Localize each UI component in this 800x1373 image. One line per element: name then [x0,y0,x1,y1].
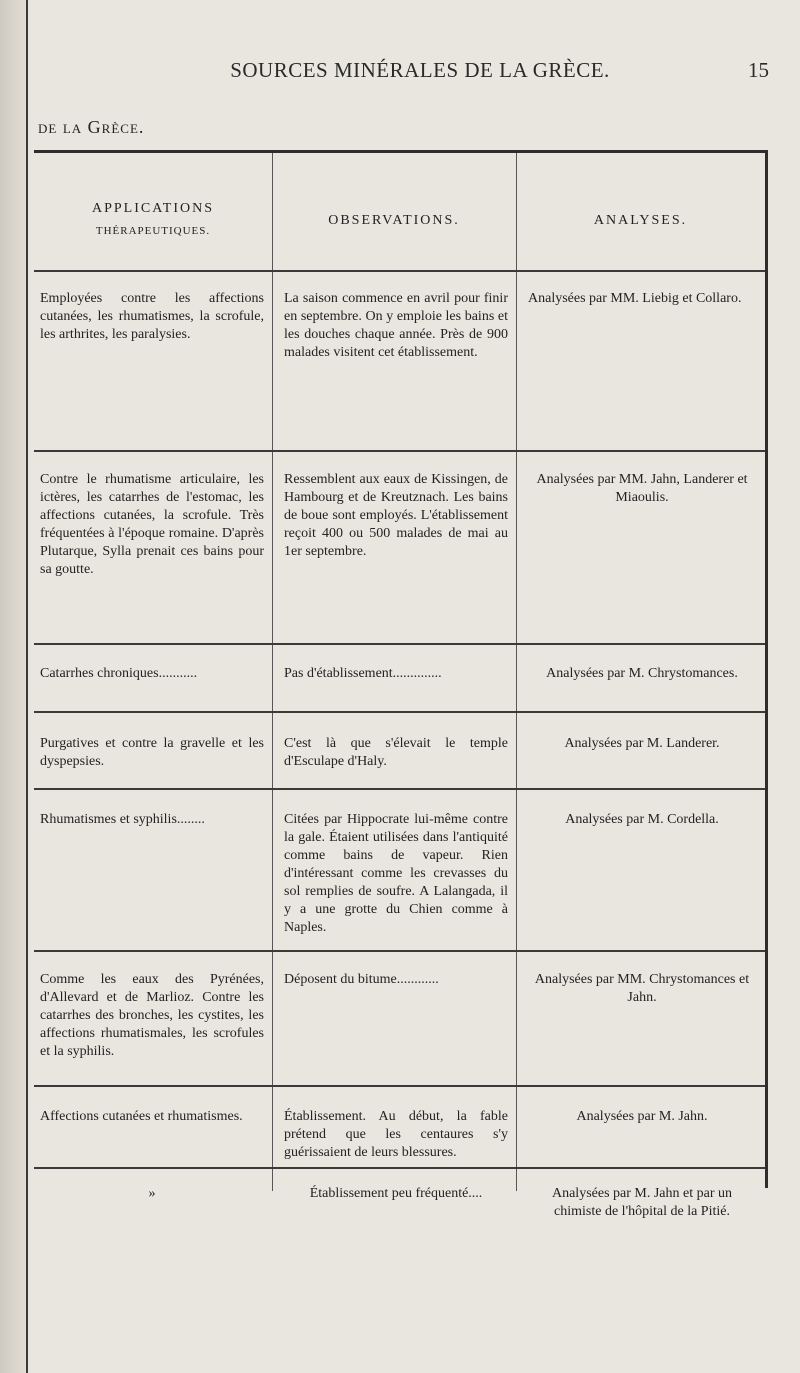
row-4-applications: Purgatives et contre la gravelle et les dyspepsies. [40,736,264,769]
section-subhead: de la Grèce. [38,117,145,137]
row-divider [34,788,765,790]
row-2-observations: Ressemblent aux eaux de Kissingen, de Hambourg et de Kreutznach. Les bains de boue sont employés. L'établissement reçoit 400 ou 500 malades de mai au 1er septembre. [284,472,508,559]
column-header-applications [34,201,272,237]
header-applications-title: APPLICATIONS [91,201,214,216]
mineral-springs-table [34,150,768,1219]
header-applications-subtitle: THÉRAPEUTIQUES. [95,225,211,237]
running-title: SOURCES MINÉRALES DE LA GRÈCE. [230,58,610,82]
row-divider [34,270,765,272]
column-divider [516,153,517,1191]
row-4-observations: C'est là que s'élevait le temple d'Esculape d'Haly. [284,736,508,769]
row-2-analyses: Analysées par MM. Jahn, Landerer et Miaoulis. [536,472,748,505]
row-divider [34,950,765,952]
row-6-analyses: Analysées par MM. Chrystomances et Jahn. [534,972,750,1005]
row-divider [34,643,765,645]
page-number: 15 [748,58,769,82]
column-header-analyses: ANALYSES. [593,213,688,228]
row-7-analyses: Analysées par M. Jahn. [576,1109,708,1124]
row-8-observations: Établissement peu fréquenté.... [309,1186,483,1201]
row-6-observations: Déposent du bitume............ [284,972,439,987]
row-5-analyses: Analysées par M. Cordella. [565,812,719,827]
column-header-observations: OBSERVATIONS. [328,213,460,228]
row-8-applications: » [148,1186,156,1201]
row-1-observations: La saison commence en avril pour finir en septembre. On y emploie les bains et les douches chaque année. Près de 900 malades visitent cet établissement. [284,291,508,360]
row-divider [34,450,765,452]
row-8-analyses: Analysées par M. Jahn et par un chimiste de l'hôpital de la Pitié. [551,1186,732,1219]
row-divider [34,1085,765,1087]
row-2-applications: Contre le rhumatisme articulaire, les ictères, les catarrhes de l'estomac, les affections cutanées, la scrofule. Très fréquentées à l'époque romaine. D'après Plutarque, Sylla prenait ces bains pour sa goutte. [40,472,264,577]
row-6-applications: Comme les eaux des Pyrénées, d'Allevard et de Marlioz. Contre les catarrhes des bronches, les cystites, les affections rhumatismales, les scrofules et la syphilis. [40,972,264,1059]
row-1-applications: Employées contre les affections cutanées, les rhumatismes, la scrofule, les arthrites, les paralysies. [40,291,264,342]
row-divider [34,711,765,713]
row-7-applications: Affections cutanées et rhumatismes. [40,1109,243,1124]
row-7-observations: Établissement. Au début, la fable prétend que les centaures s'y guérissaient de leurs blessures. [284,1109,508,1160]
row-4-analyses: Analysées par M. Landerer. [564,736,720,751]
row-3-applications: Catarrhes chroniques........... [40,666,198,681]
row-1-analyses: Analysées par MM. Liebig et Collaro. [528,291,742,306]
row-3-analyses: Analysées par M. Chrystomances. [546,666,738,681]
row-3-observations: Pas d'établissement.............. [284,666,442,681]
row-divider [34,1167,765,1169]
column-divider [272,153,273,1191]
binding-gutter [0,0,28,1373]
row-5-observations: Citées par Hippocrate lui-même contre la gale. Étaient utilisées dans l'antiquité comme bains de vapeur. Rien d'intéressant comme les crevasses du sol remplies de soufre. A Lalangada, il y a une grotte du Chien comme à Naples. [284,812,508,935]
row-5-applications: Rhumatismes et syphilis........ [40,812,205,827]
